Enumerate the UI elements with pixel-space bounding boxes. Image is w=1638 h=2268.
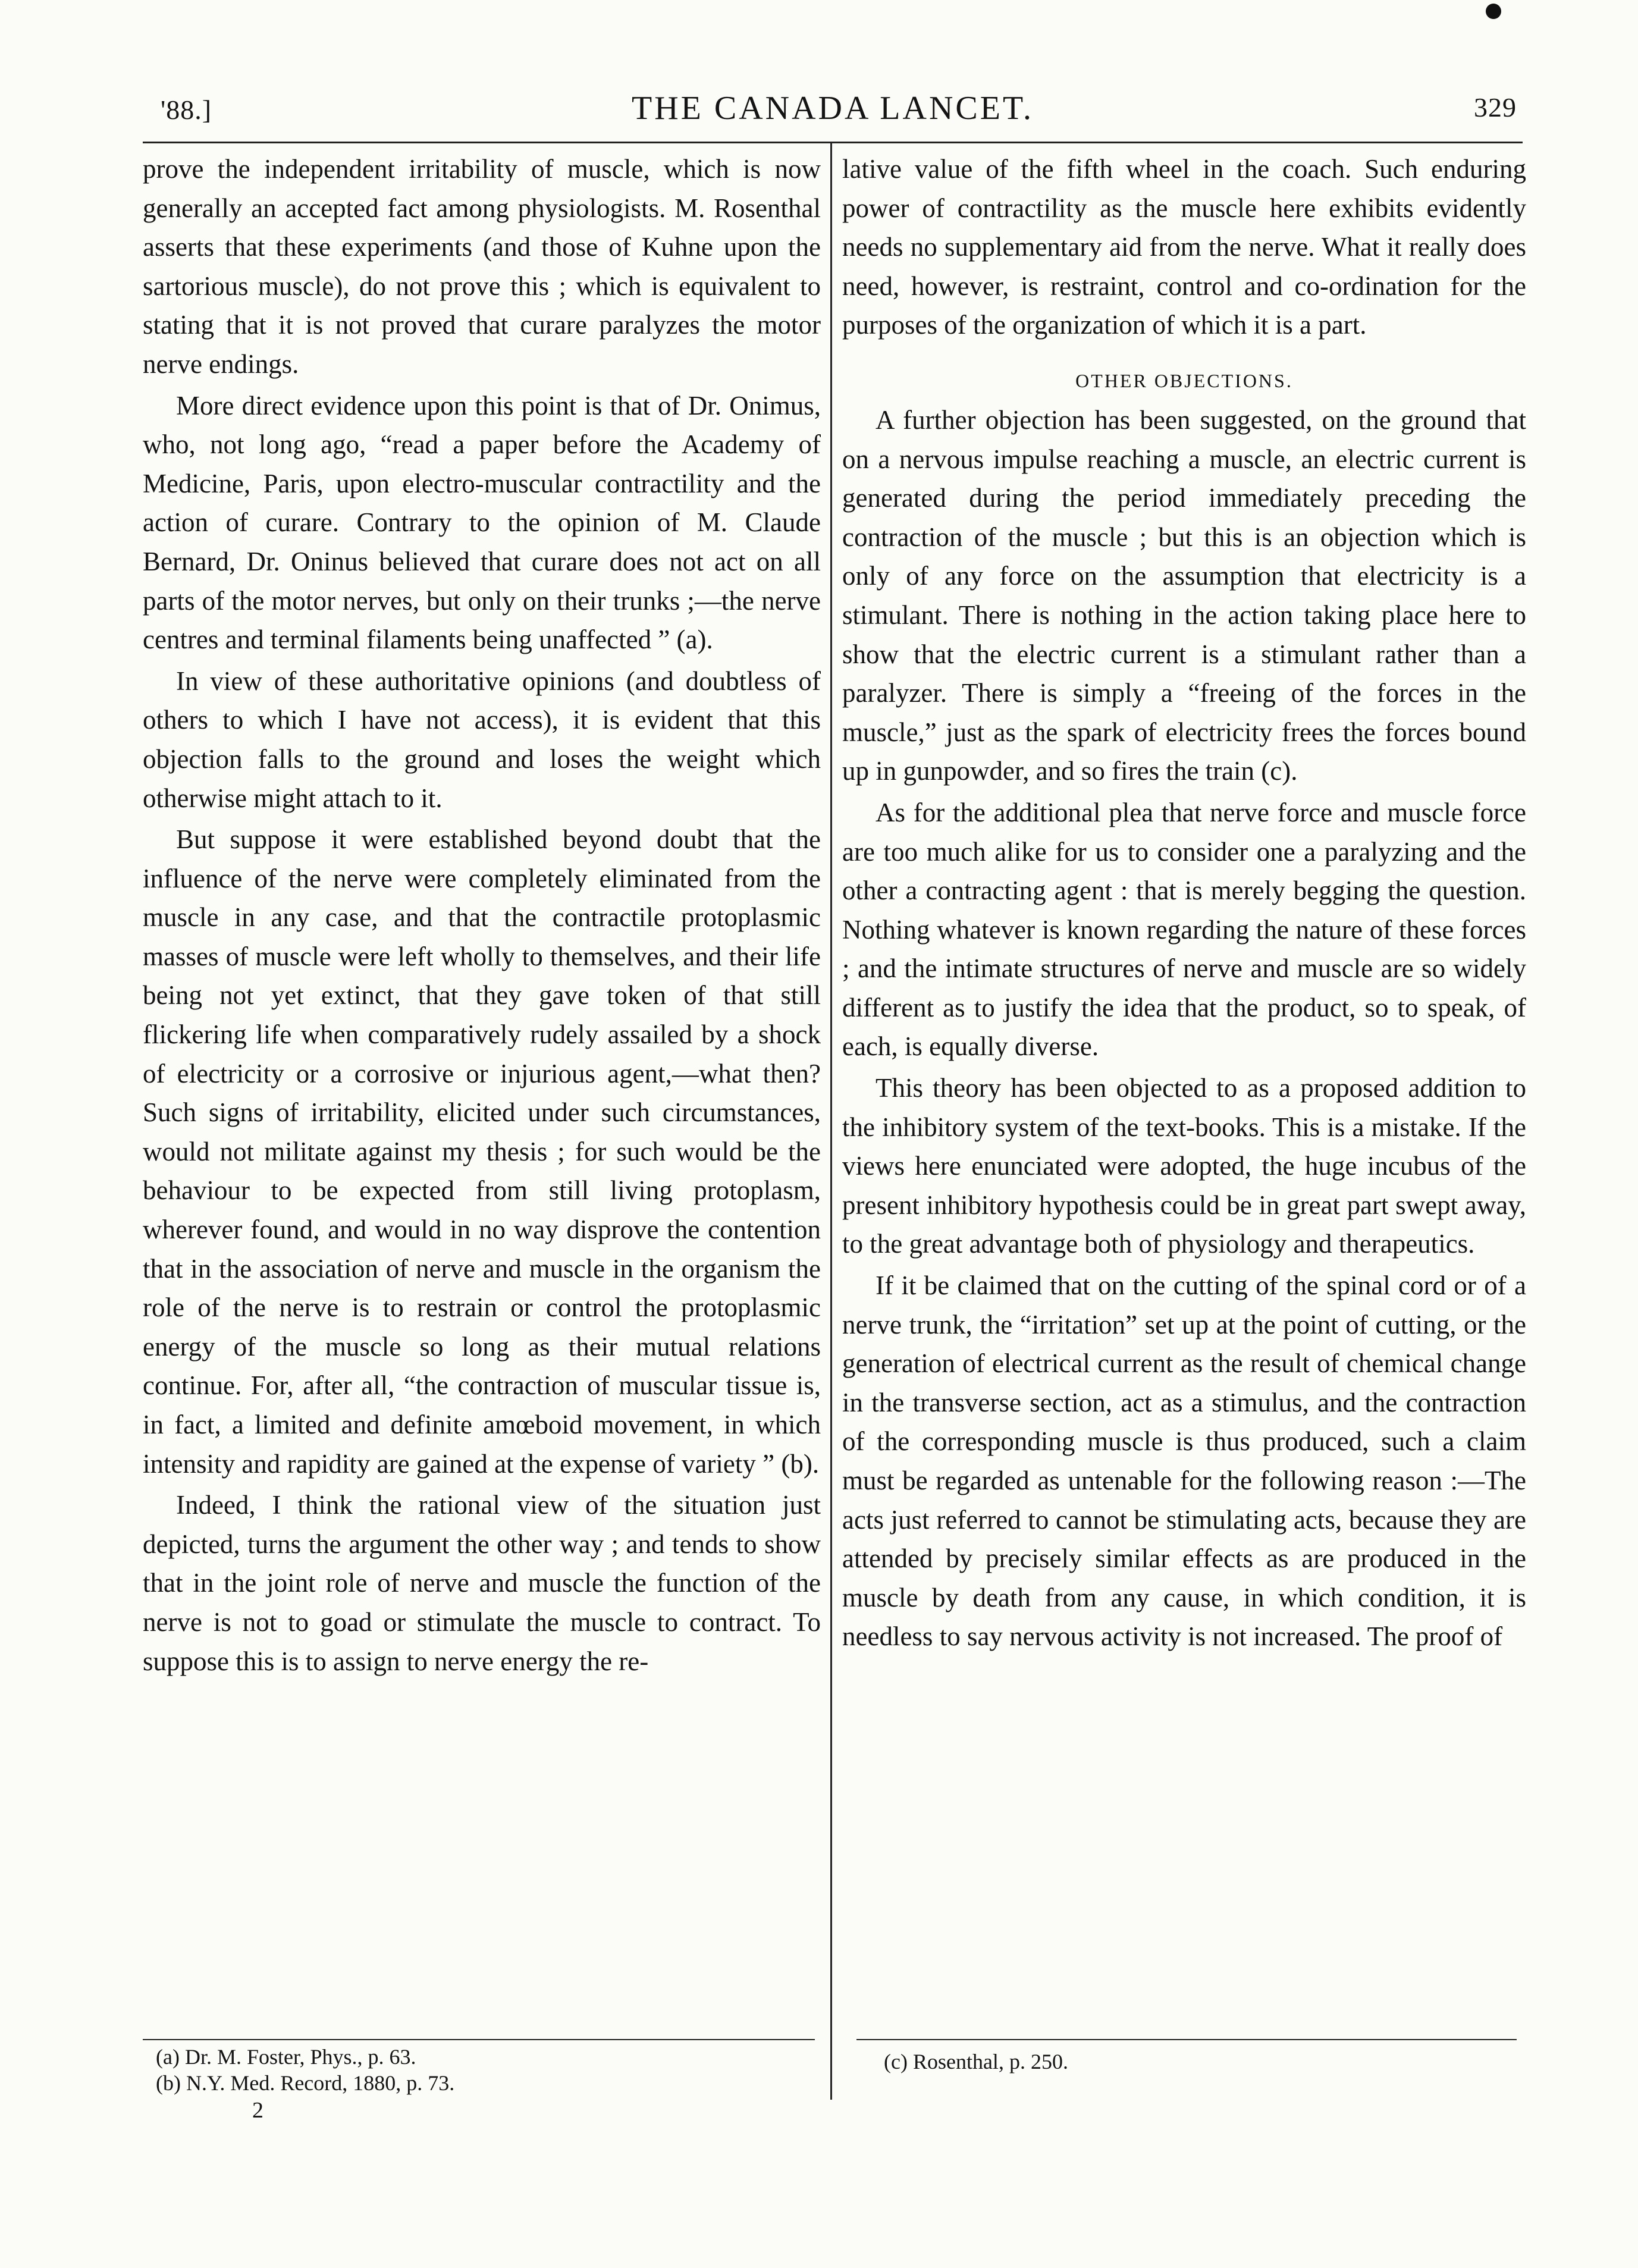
paragraph: If it be claimed that on the cutting of the spinal cord or of a nerve trunk, the “irritation” set up at the point of cutting, or the generation of electrical current as the result of chemical change in the transverse section, act as a stimulus, and the contraction of the corresponding muscle is thus produced, such a claim must be regarded as untenable for the following reason :—The acts just referred to cannot be stimulating acts, because they are attended by precisely similar effects as are produced in the muscle by death from any cause, in which condition, it is needless to say nervous activity is not increased. The proof of xyxy=(842,1271,1526,1652)
running-header xyxy=(143,84,1523,132)
volume-year: '88.] xyxy=(161,95,212,125)
footnote: (b) N.Y. Med. Record, 1880, p. 73. xyxy=(156,2071,455,2095)
page-number: 329 xyxy=(1474,92,1517,123)
ink-mark xyxy=(1486,4,1501,19)
signature-mark: 2 xyxy=(252,2098,263,2123)
footnotes-right xyxy=(884,2049,1068,2075)
journal-title: THE CANADA LANCET. xyxy=(631,90,1034,127)
paragraph: In view of these authoritative opinions (and doubtless of others to which I have not access), it is evident that this objection falls to the ground and loses the weight which otherwise might attach to it. xyxy=(143,666,821,813)
paragraph: But suppose it were established beyond doubt that the influence of the nerve were completely eliminated from the muscle in any case, and that the contractile protoplasmic masses of muscle were left wholly to themselves, and their life being not yet extinct, that they gave token of that still flickering life when comparatively rudely assailed by a shock of electricity or a corrosive or injurious agent,—what then? Such signs of irritability, elicited under such circumstances, would not militate against my thesis ; for such would be the behaviour to be expected from still living protoplasm, wherever found, and would in no way disprove the contention that in the association of nerve and muscle in the organism the role of the nerve is to restrain or control the protoplasmic energy of the muscle so long as their mutual relations continue. For, after all, “the contraction of muscular tissue is, in fact, a limited and definite amœboid movement, in which intensity and rapidity are gained at the expense of variety ” (b). xyxy=(143,824,821,1479)
paragraph: lative value of the fifth wheel in the coach. Such enduring power of contractility as the muscle here exhibits evidently needs no supplementary aid from the nerve. What it really does need, however, is restraint, control and co-ordination for the purposes of the organization of which it is a part. xyxy=(842,154,1526,340)
footnote-rule xyxy=(143,2039,815,2040)
paragraph: A further objection has been suggested, on the ground that on a nervous impulse reaching a muscle, an electric current is generated during the period immediately preceding the contraction of the muscle ; but this is an objection which is only of any force on the assumption that electricity is a stimulant. There is nothing in the action taking place here to show that the electric current is a stimulant rather than a paralyzer. There is simply a “freeing of the forces in the muscle,” just as the spark of electricity frees the forces bound up in gunpowder, and so fires the train (c). xyxy=(842,404,1526,786)
footnote: (a) Dr. M. Foster, Phys., p. 63. xyxy=(156,2045,416,2069)
paragraph: This theory has been objected to as a proposed addition to the inhibitory system of the text-books. This is a mistake. If the views here enunciated were adopted, the huge incubus of the present inhibitory hypothesis could be in great part swept away, to the great advantage both of physiology and therapeutics. xyxy=(842,1073,1526,1259)
footnote-rule xyxy=(856,2039,1517,2040)
column-divider xyxy=(830,143,832,2100)
right-column xyxy=(842,150,1526,1659)
paragraph: More direct evidence upon this point is that of Dr. Onimus, who, not long ago, “read a paper before the Academy of Medicine, Paris, upon electro-muscular contractility and the action of curare. Contrary to the opinion of M. Claude Bernard, Dr. Oninus believed that curare does not act on all parts of the motor nerves, but only on their trunks ;—the nerve centres and terminal filaments being unaffected ” (a). xyxy=(143,390,821,655)
left-column xyxy=(143,150,821,1683)
paragraph: Indeed, I think the rational view of the situation just depicted, turns the argument the other way ; and tends to show that in the joint role of nerve and muscle the function of the nerve is not to goad or stimulate the muscle to contract. To suppose this is to assign to nerve energy the re- xyxy=(143,1490,821,1676)
paragraph: prove the independent irritability of muscle, which is now generally an accepted fact among physiologists. M. Rosenthal asserts that these experiments (and those of Kuhne upon the sartorious muscle), do not prove this ; which is equivalent to stating that it is not proved that curare paralyzes the motor nerve endings. xyxy=(143,154,821,379)
header-rule xyxy=(143,142,1523,143)
footnotes-left xyxy=(156,2044,454,2096)
section-heading: OTHER OBJECTIONS. xyxy=(1075,369,1293,391)
footnote: (c) Rosenthal, p. 250. xyxy=(884,2050,1068,2073)
paragraph: As for the additional plea that nerve force and muscle force are too much alike for us to consider one a paralyzing and the other a contracting agent : that is merely begging the question. Nothing whatever is known regarding the nature of these forces ; and the intimate structures of nerve and muscle are so widely different as to justify the idea that the product, so to speak, of each, is equally diverse. xyxy=(842,797,1526,1062)
